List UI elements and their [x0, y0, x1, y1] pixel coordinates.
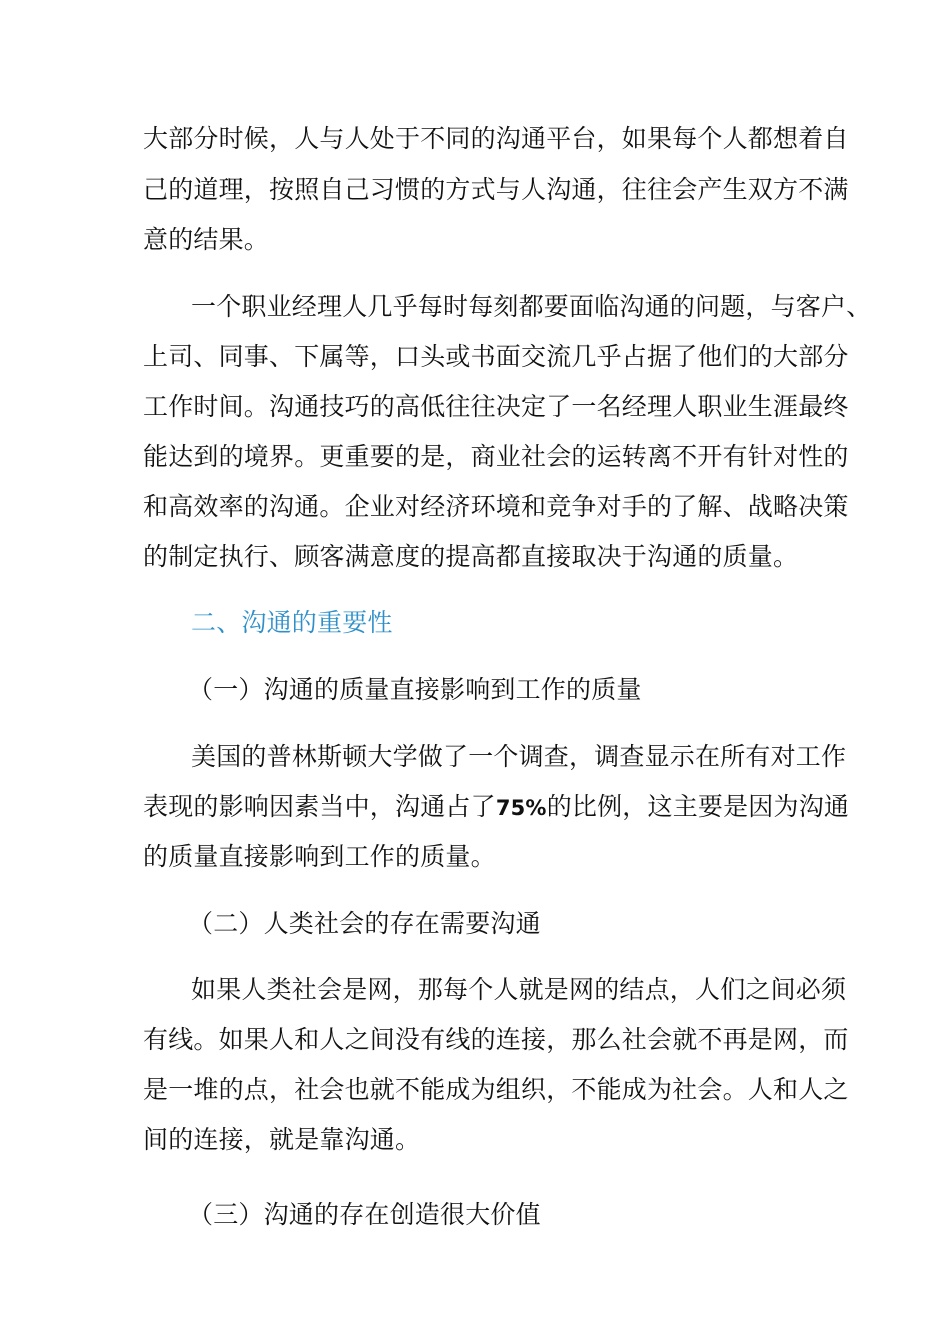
paragraph-2-line-4: 能达到的境界。更重要的是，商业社会的运转离不开有针对性的	[143, 442, 849, 471]
subheading-1: （一）沟通的质量直接影响到工作的质量	[188, 675, 642, 704]
paragraph-3-line-3: 的质量直接影响到工作的质量。	[143, 842, 496, 871]
paragraph-1-line-2: 己的道理，按照自己习惯的方式与人沟通，往往会产生双方不满	[143, 175, 849, 204]
subheading-2: （二）人类社会的存在需要沟通	[188, 909, 541, 938]
paragraph-2-line-1: 一个职业经理人几乎每时每刻都要面临沟通的问题，与客户、	[191, 292, 872, 321]
paragraph-2-line-6: 的制定执行、顾客满意度的提高都直接取决于沟通的质量。	[143, 542, 799, 571]
paragraph-3-line-2	[143, 790, 849, 825]
paragraph-1-line-3: 意的结果。	[143, 225, 270, 254]
paragraph-3-line-2-b: 的比例，这主要是因为沟通	[546, 792, 850, 821]
paragraph-1-line-1: 大部分时候，人与人处于不同的沟通平台，如果每个人都想着自	[143, 124, 849, 153]
paragraph-3-line-2-a: 表现的影响因素当中，沟通占了	[143, 792, 496, 821]
paragraph-4-line-1: 如果人类社会是网，那每个人就是网的结点，人们之间必须	[191, 975, 847, 1004]
percentage-value: 75%	[495, 796, 547, 820]
paragraph-2-line-5: 和高效率的沟通。企业对经济环境和竞争对手的了解、战略决策	[143, 492, 849, 521]
paragraph-2-line-2: 上司、同事、下属等，口头或书面交流几乎占据了他们的大部分	[143, 342, 849, 371]
section-heading-importance: 二、沟通的重要性	[191, 608, 393, 637]
paragraph-2-line-3: 工作时间。沟通技巧的高低往往决定了一名经理人职业生涯最终	[143, 392, 849, 421]
paragraph-4-line-4: 间的连接，就是靠沟通。	[143, 1125, 421, 1154]
subheading-3: （三）沟通的存在创造很大价值	[188, 1200, 541, 1229]
paragraph-4-line-3: 是一堆的点，社会也就不能成为组织，不能成为社会。人和人之	[143, 1075, 849, 1104]
paragraph-3-line-1: 美国的普林斯顿大学做了一个调查，调查显示在所有对工作	[191, 742, 847, 771]
paragraph-4-line-2: 有线。如果人和人之间没有线的连接，那么社会就不再是网，而	[143, 1025, 849, 1054]
